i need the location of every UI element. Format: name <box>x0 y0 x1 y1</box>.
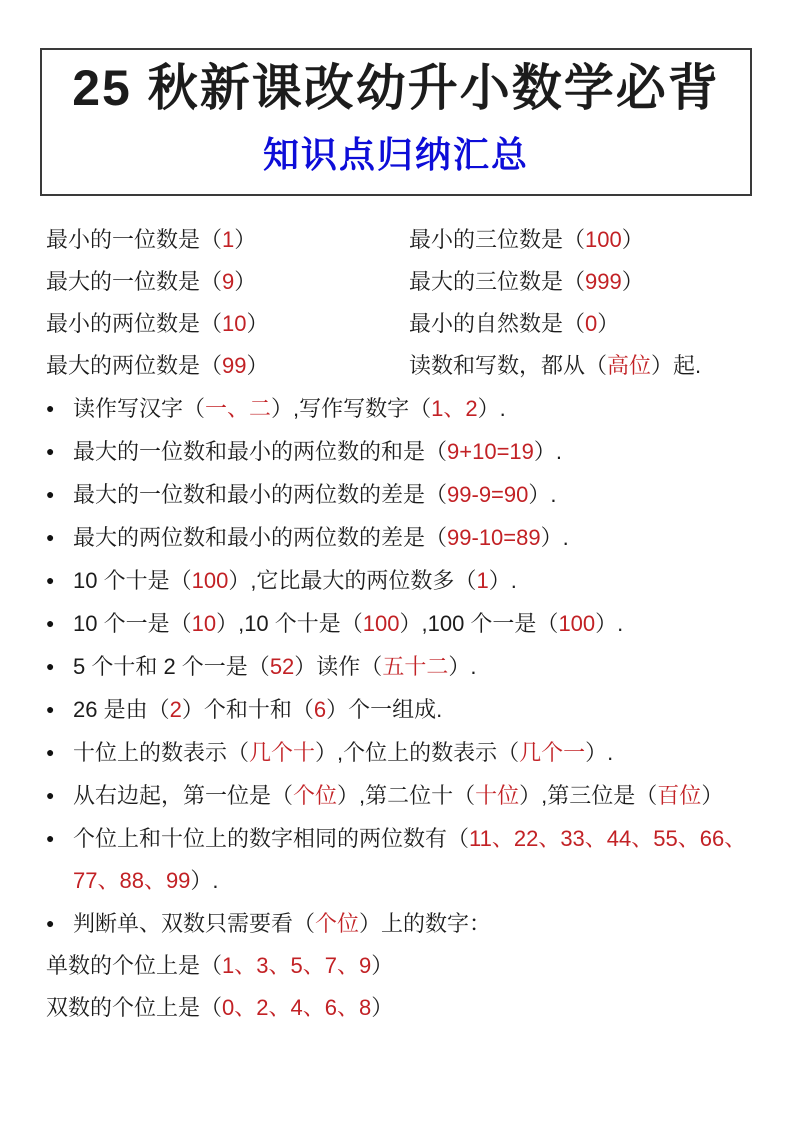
question-text: ）,100 个一是（ <box>399 611 559 636</box>
answer-text: 一、二 <box>205 396 272 421</box>
question-text: 最大的两位数和最小的两位数的差是（ <box>73 525 448 550</box>
title-box <box>40 48 752 196</box>
question-text: ）,它比最大的两位数多（ <box>228 568 477 593</box>
fact-cell-left <box>46 303 409 345</box>
fact-row <box>46 219 762 261</box>
answer-text: 9 <box>222 269 235 294</box>
question-text: ）. <box>448 654 477 679</box>
answer-text: 100 <box>558 611 596 636</box>
bullet-list <box>46 387 762 945</box>
question-text: ）. <box>528 482 557 507</box>
list-item <box>46 817 762 902</box>
question-text: 最大的三位数是（ <box>409 269 586 294</box>
question-text: ）,第二位十（ <box>337 783 476 808</box>
bullet-icon: ● <box>46 615 55 631</box>
fact-cell-right <box>409 303 762 345</box>
question-text: ） <box>371 953 394 978</box>
question-text: 26 是由（ <box>73 697 170 722</box>
bullet-icon: ● <box>46 572 55 588</box>
question-text: 最小的三位数是（ <box>409 227 586 252</box>
fact-cell-right <box>409 261 762 303</box>
bullet-icon: ● <box>46 658 55 674</box>
answer-text: 999 <box>585 269 622 294</box>
bullet-icon: ● <box>46 744 55 760</box>
question-text: ） <box>234 227 257 252</box>
fact-row <box>46 261 762 303</box>
question-text: 最小的两位数是（ <box>46 311 223 336</box>
bullet-icon: ● <box>46 701 55 717</box>
answer-text: 1 <box>222 227 235 252</box>
answer-text: 9+10=19 <box>447 439 534 464</box>
question-text: ） <box>371 995 394 1020</box>
answer-text: 2 <box>169 697 182 722</box>
question-text: 最大的一位数和最小的两位数的差是（ <box>73 482 448 507</box>
answer-text: 高位 <box>607 353 652 378</box>
answer-text: 五十二 <box>382 654 449 679</box>
answer-text: 100 <box>191 568 229 593</box>
question-text: ）. <box>488 568 517 593</box>
question-text: ）,第三位是（ <box>519 783 658 808</box>
question-text: ）,个位上的数表示（ <box>315 740 520 765</box>
question-text: ）. <box>190 868 219 893</box>
fact-row <box>46 303 762 345</box>
answer-text: 100 <box>362 611 400 636</box>
question-text: ）起. <box>651 353 702 378</box>
bullet-icon: ● <box>46 830 55 846</box>
list-item <box>46 602 762 645</box>
question-text: ）上的数字： <box>359 911 492 936</box>
question-text: 最大的两位数是（ <box>46 353 223 378</box>
bullet-icon: ● <box>46 443 55 459</box>
list-item <box>46 902 762 945</box>
list-item <box>46 473 762 516</box>
question-text: 最大的一位数是（ <box>46 269 223 294</box>
question-text: 5 个十和 2 个一是（ <box>73 654 270 679</box>
question-text: ） <box>246 311 269 336</box>
question-text: 10 个十是（ <box>73 568 192 593</box>
question-text: ）,写作写数字（ <box>271 396 432 421</box>
question-text: ） <box>597 311 620 336</box>
question-text: 最小的一位数是（ <box>46 227 223 252</box>
answer-text: 99-9=90 <box>447 482 529 507</box>
answer-text: 99 <box>222 353 247 378</box>
question-text: ） <box>246 353 269 378</box>
list-item <box>46 559 762 602</box>
facts-grid <box>46 219 762 387</box>
answer-text: 52 <box>269 654 295 679</box>
question-text: 判断单、双数只需要看（ <box>73 911 316 936</box>
answer-text: 10 <box>222 311 247 336</box>
answer-text: 个位 <box>315 911 360 936</box>
answer-text: 0 <box>585 311 598 336</box>
answer-text: 几个十 <box>249 740 316 765</box>
list-item <box>46 688 762 731</box>
question-text: 个位上和十位上的数字相同的两位数有（ <box>73 826 470 851</box>
list-item <box>46 774 762 817</box>
footer-line <box>46 945 762 987</box>
question-text: ）个和十和（ <box>181 697 314 722</box>
answer-text: 1 <box>476 568 489 593</box>
fact-cell-left <box>46 261 409 303</box>
list-item <box>46 645 762 688</box>
question-text: 单数的个位上是（ <box>46 953 223 978</box>
document-subtitle: 知识点归纳汇总 <box>262 135 529 175</box>
answer-text: 1、3、5、7、9 <box>222 953 372 978</box>
bullet-icon: ● <box>46 400 55 416</box>
question-text: ） <box>234 269 257 294</box>
bullet-icon: ● <box>46 787 55 803</box>
fact-cell-left <box>46 219 409 261</box>
question-text: ）. <box>540 525 569 550</box>
fact-cell-right <box>409 345 762 387</box>
list-item <box>46 731 762 774</box>
answer-text: 100 <box>585 227 622 252</box>
bullet-icon: ● <box>46 486 55 502</box>
question-text: 十位上的数表示（ <box>73 740 250 765</box>
question-text: ） <box>621 269 644 294</box>
question-text: ）. <box>595 611 624 636</box>
answer-text: 0、2、4、6、8 <box>222 995 372 1020</box>
question-text: 从右边起，第一位是（ <box>73 783 294 808</box>
answer-text: 11、22、33、44、55、66、77、88、99 <box>73 826 747 893</box>
answer-text: 十位 <box>475 783 520 808</box>
question-text: ）. <box>533 439 563 464</box>
document-title: 25 秋新课改幼升小数学必背 <box>72 60 720 116</box>
bullet-icon: ● <box>46 915 55 931</box>
list-item <box>46 516 762 559</box>
question-text: ）. <box>585 740 614 765</box>
question-text: 读作写汉字（ <box>73 396 206 421</box>
footer-line <box>46 987 762 1029</box>
question-text: 最大的一位数和最小的两位数的和是（ <box>73 439 448 464</box>
question-text: ）个一组成. <box>326 697 443 722</box>
question-text: ） <box>621 227 644 252</box>
answer-text: 百位 <box>657 783 702 808</box>
answer-text: 99-10=89 <box>447 525 541 550</box>
footer-lines <box>46 945 762 1029</box>
fact-cell-left <box>46 345 409 387</box>
answer-text: 6 <box>313 697 327 722</box>
fact-cell-right <box>409 219 762 261</box>
fact-row <box>46 345 762 387</box>
question-text: 最小的自然数是（ <box>409 311 586 336</box>
list-item <box>46 387 762 430</box>
document-content <box>46 219 762 1029</box>
list-item <box>46 430 762 473</box>
question-text: 10 个一是（ <box>73 611 192 636</box>
answer-text: 几个一 <box>519 740 586 765</box>
question-text: ）. <box>477 396 506 421</box>
answer-text: 1、2 <box>431 396 478 421</box>
bullet-icon: ● <box>46 529 55 545</box>
question-text: ）读作（ <box>294 654 383 679</box>
answer-text: 个位 <box>293 783 338 808</box>
question-text: ） <box>701 783 724 808</box>
answer-text: 10 <box>191 611 217 636</box>
question-text: ）,10 个十是（ <box>216 611 363 636</box>
question-text: 读数和写数，都从（ <box>409 353 608 378</box>
question-text: 双数的个位上是（ <box>46 995 223 1020</box>
